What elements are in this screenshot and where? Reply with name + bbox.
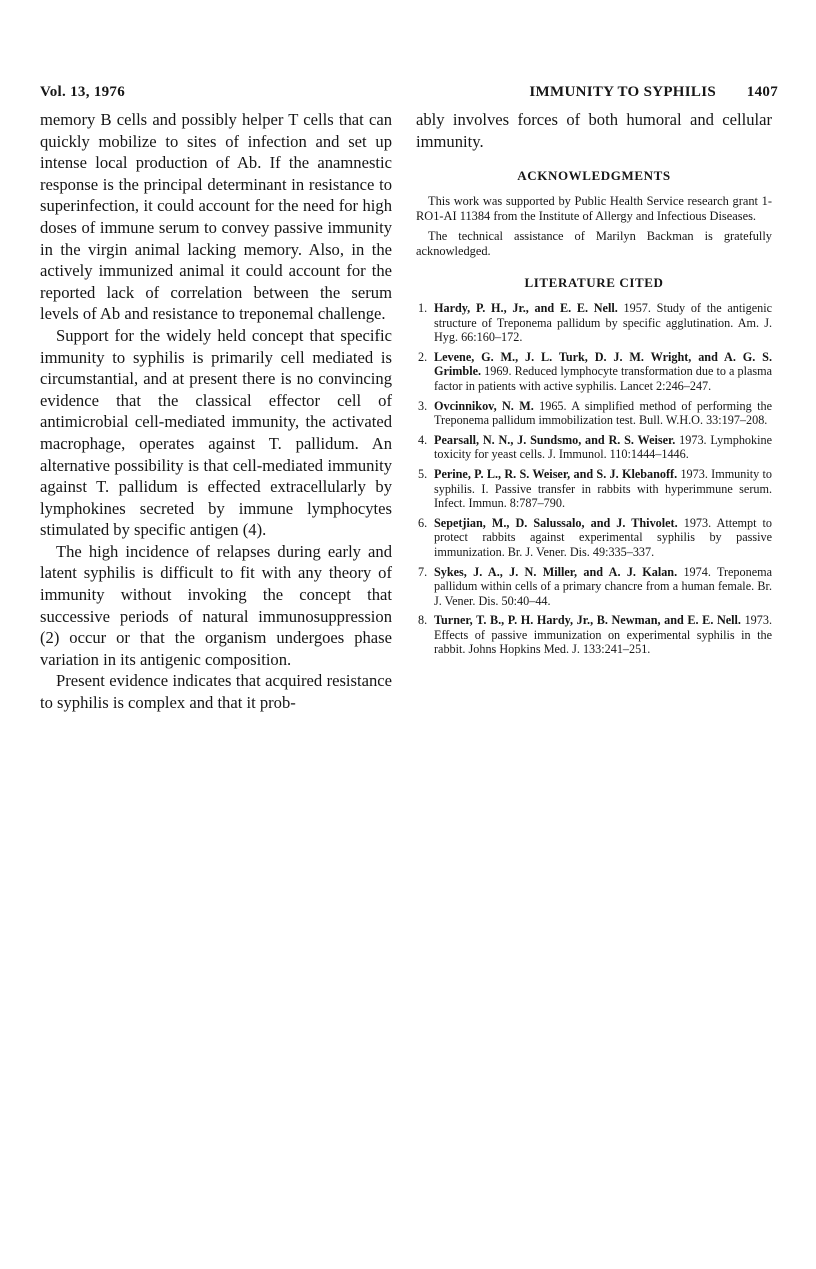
reference-text: 1973. Lymphokine toxicity for yeast cells. J. Immunol. 110:1444–1446. bbox=[434, 432, 773, 462]
reference-authors: Ovcinnikov, N. M. bbox=[434, 398, 534, 413]
reference-authors: Sepetjian, M., D. Salussalo, and J. Thivolet. bbox=[434, 515, 678, 530]
reference-item bbox=[416, 467, 772, 511]
body-paragraph-continuation: ably involves forces of both humoral and cellular immunity. bbox=[416, 110, 772, 151]
reference-item bbox=[416, 516, 772, 560]
reference-number: 5. bbox=[418, 466, 428, 481]
reference-list bbox=[416, 301, 772, 657]
reference-text: 1965. A simplified method of performing the Treponema pallidum immobilization test. Bull. W.H.O. 33:197–208. bbox=[434, 398, 772, 428]
reference-item bbox=[416, 301, 772, 345]
reference-number: 2. bbox=[418, 349, 428, 364]
reference-number: 1. bbox=[418, 301, 428, 315]
acknowledgment-paragraph: This work was supported by Public Health Service research grant 1-RO1-AI 11384 from the Institute of Allergy and Infectious Diseases. bbox=[416, 194, 772, 224]
acknowledgment-paragraph: The technical assistance of Marilyn Backman is gratefully acknowledged. bbox=[416, 228, 772, 258]
reference-text: 1974. Treponema pallidum within cells of a primary chancre from a human female. Br. J. Vener. Dis. 50:40–44. bbox=[434, 564, 773, 608]
reference-authors: Hardy, P. H., Jr., and E. E. Nell. bbox=[434, 301, 618, 315]
reference-item bbox=[416, 613, 772, 657]
left-column bbox=[40, 109, 392, 714]
reference-number: 7. bbox=[418, 564, 428, 579]
reference-item bbox=[416, 433, 772, 462]
reference-authors: Levene, G. M., J. L. Turk, D. J. M. Wright, and A. G. S. Grimble. bbox=[434, 349, 772, 379]
reference-authors: Sykes, J. A., J. N. Miller, and A. J. Kalan. bbox=[434, 564, 678, 579]
reference-text: 1969. Reduced lymphocyte transformation due to a plasma factor in patients with active syphilis. Lancet 2:246–247. bbox=[434, 364, 773, 393]
right-column bbox=[416, 109, 772, 662]
acknowledgments-heading: ACKNOWLEDGMENTS bbox=[517, 168, 671, 184]
reference-item bbox=[416, 565, 772, 609]
reference-number: 8. bbox=[418, 613, 428, 628]
reference-item bbox=[416, 350, 772, 394]
body-paragraph: The high incidence of relapses during early and latent syphilis is difficult to fit with any theory of immunity without invoking the concept that successive periods of natural immunosuppression (2) occur or that the organism undergoes phase variation in its antigenic composition. bbox=[40, 541, 392, 669]
reference-text: 1973. Effects of passive immunization on experimental syphilis in the rabbit. Johns Hopkins Med. J. 133:241–251. bbox=[434, 613, 772, 657]
reference-text: 1973. Attempt to protect rabbits against experimental syphilis by passive immunization. Br. J. Vener. Dis. 49:335–337. bbox=[434, 515, 773, 559]
body-paragraph: Support for the widely held concept that specific immunity to syphilis is primarily cell mediated is circumstantial, and at present there is no convincing evidence that the classical effector cell of antimicrobial cell-mediated immunity, the activated macrophage, operates against T. pallidum. An alternative possibility is that cell-mediated immunity against T. pallidum is effected extracellularly by lymphokines secreted by immune lymphocytes stimulated by specific antigen (4). bbox=[40, 325, 392, 540]
reference-item bbox=[416, 399, 772, 428]
reference-text: 1957. Study of the antigenic structure of Treponema pallidum by specific agglutination. Am. J. Hyg. 66:160–172. bbox=[434, 301, 773, 345]
running-title: IMMUNITY TO SYPHILIS bbox=[529, 84, 716, 100]
page-number: 1407 bbox=[746, 84, 778, 100]
reference-authors: Pearsall, N. N., J. Sundsmo, and R. S. Weiser. bbox=[434, 432, 676, 447]
body-paragraph: memory B cells and possibly helper T cells that can quickly mobilize to sites of infection and set up intense local production of Ab. If the anamnestic response is the principal determinant in resistance to superinfection, it could account for the need for high doses of immune serum to convey passive immunity in the virgin animal lacking memory. Also, in the actively immunized animal it could account for the reported lack of correlation between the serum levels of Ab and resistance to treponemal challenge. bbox=[40, 110, 392, 324]
literature-cited-heading: LITERATURE CITED bbox=[524, 275, 664, 290]
reference-number: 6. bbox=[418, 515, 428, 530]
reference-authors: Perine, P. L., R. S. Weiser, and S. J. Klebanoff. bbox=[434, 466, 678, 481]
reference-authors: Turner, T. B., P. H. Hardy, Jr., B. Newman, and E. E. Nell. bbox=[434, 613, 741, 628]
journal-volume: Vol. 13, 1976 bbox=[40, 84, 126, 100]
reference-number: 4. bbox=[418, 432, 428, 447]
page-header bbox=[40, 84, 778, 108]
body-paragraph: Present evidence indicates that acquired resistance to syphilis is complex and that it prob- bbox=[40, 671, 392, 713]
reference-number: 3. bbox=[418, 398, 428, 413]
reference-text: 1973. Immunity to syphilis. I. Passive transfer in rabbits with hyperimmune serum. Infect. Immun. 8:787–790. bbox=[434, 466, 773, 511]
